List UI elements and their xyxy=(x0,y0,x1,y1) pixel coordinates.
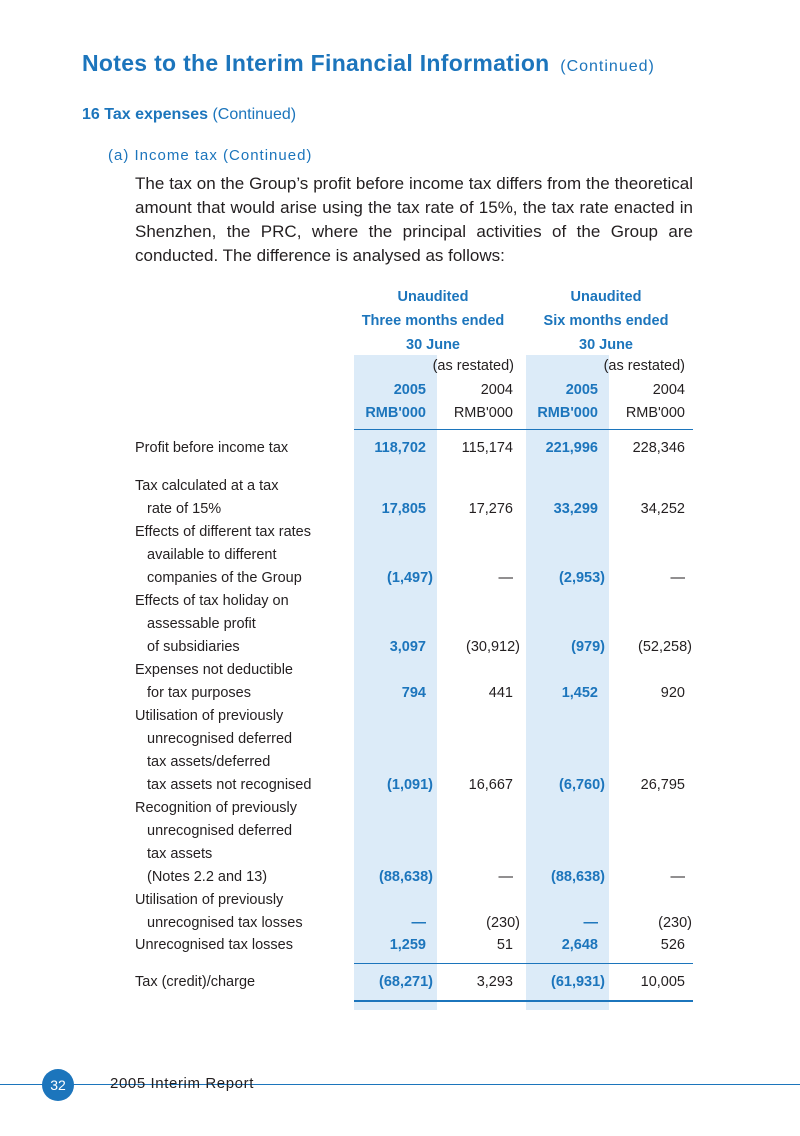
row-value: — xyxy=(498,570,513,586)
col-unit-six-2004: RMB'000 xyxy=(625,405,685,421)
row-value: (230) xyxy=(486,915,520,931)
row-value: — xyxy=(498,869,513,885)
row-value: — xyxy=(670,869,685,885)
row-label: Utilisation of previously xyxy=(135,708,284,724)
header-rule xyxy=(354,429,693,430)
group-header-three-line1: Unaudited xyxy=(397,289,469,305)
row-label: assessable profit xyxy=(147,616,256,632)
section-heading-text: 16 Tax expenses xyxy=(82,106,209,123)
total-rule-top xyxy=(354,963,693,964)
col-unit-three-2005: RMB'000 xyxy=(365,405,426,421)
row-value: 26,795 xyxy=(640,777,685,793)
row-value: (68,271) xyxy=(378,974,433,990)
col-year-three-2005: 2005 xyxy=(393,382,426,398)
row-value: 3,097 xyxy=(389,639,426,655)
row-value: 16,667 xyxy=(468,777,513,793)
page-title xyxy=(82,50,655,77)
group-header-three-line3: 30 June xyxy=(406,337,460,353)
row-label: unrecognised deferred xyxy=(147,731,293,747)
group-header-six-line3: 30 June xyxy=(579,337,633,353)
row-value: 17,276 xyxy=(468,501,513,517)
group-header-six-line2: Six months ended xyxy=(543,313,669,329)
page-title-text: Notes to the Interim Financial Information xyxy=(82,50,550,76)
row-label: Effects of different tax rates xyxy=(135,524,311,540)
restated-note-six: (as restated) xyxy=(603,358,685,374)
row-label: Utilisation of previously xyxy=(135,892,284,908)
row-label: rate of 15% xyxy=(147,501,222,517)
row-label: of subsidiaries xyxy=(147,639,240,655)
row-value: 115,174 xyxy=(461,440,513,456)
row-value: 221,996 xyxy=(545,440,598,456)
row-value: (52,258) xyxy=(637,639,692,655)
row-label: Tax (credit)/charge xyxy=(135,974,256,990)
row-value: 10,005 xyxy=(640,974,685,990)
row-label: tax assets/deferred xyxy=(147,754,271,770)
row-label: Recognition of previously xyxy=(135,800,298,816)
row-value: (88,638) xyxy=(378,869,433,885)
section-heading xyxy=(82,106,296,124)
row-value: 1,259 xyxy=(389,937,426,953)
subsection-heading: (a) Income tax (Continued) xyxy=(108,147,313,164)
row-label: for tax purposes xyxy=(147,685,251,701)
row-label: Unrecognised tax losses xyxy=(135,937,293,953)
row-value: 33,299 xyxy=(553,501,598,517)
row-label: Expenses not deductible xyxy=(135,662,293,678)
row-label: Profit before income tax xyxy=(135,440,289,456)
row-value: 794 xyxy=(401,685,426,701)
row-value: 526 xyxy=(660,937,685,953)
row-value: 118,702 xyxy=(374,440,426,456)
intro-paragraph: The tax on the Group’s profit before income tax differs from the theoretical amount that would arise using the tax rate of 15%, the tax rate enacted in Shenzhen, the PRC, where the principal activities of the Group are conducted. The difference is analysed as follows: xyxy=(135,174,693,265)
row-value: (230) xyxy=(658,915,692,931)
row-value: 1,452 xyxy=(561,685,598,701)
row-value: 228,346 xyxy=(632,440,685,456)
row-value: (2,953) xyxy=(559,570,605,586)
group-header-six-months xyxy=(526,285,686,357)
page-number: 32 xyxy=(42,1069,74,1101)
row-value: 51 xyxy=(496,937,513,953)
row-label: unrecognised deferred xyxy=(147,823,293,839)
row-value: (979) xyxy=(571,639,605,655)
row-value: 17,805 xyxy=(381,501,426,517)
col-year-three-2004: 2004 xyxy=(480,382,513,398)
report-title: 2005 Interim Report xyxy=(110,1075,254,1092)
row-value: — xyxy=(411,915,426,931)
group-header-three-line2: Three months ended xyxy=(361,313,505,329)
row-value: (30,912) xyxy=(465,639,520,655)
row-value: (1,497) xyxy=(387,570,433,586)
row-label: available to different xyxy=(147,547,277,563)
row-value: — xyxy=(583,915,598,931)
row-value: 920 xyxy=(660,685,685,701)
row-value: (6,760) xyxy=(559,777,605,793)
total-rule-bottom xyxy=(354,1000,693,1002)
col-unit-six-2005: RMB'000 xyxy=(537,405,598,421)
row-label: Tax calculated at a tax xyxy=(135,478,279,494)
group-header-three-months xyxy=(353,285,513,357)
section-heading-suffix: (Continued) xyxy=(212,106,297,123)
row-value: 34,252 xyxy=(640,501,685,517)
group-header-six-line1: Unaudited xyxy=(570,289,642,305)
col-unit-three-2004: RMB'000 xyxy=(453,405,513,421)
row-value: (88,638) xyxy=(550,869,605,885)
restated-note-three: (as restated) xyxy=(432,358,514,374)
row-label: Effects of tax holiday on xyxy=(135,593,289,609)
row-value: (61,931) xyxy=(550,974,605,990)
row-value: 441 xyxy=(488,685,513,701)
col-year-six-2005: 2005 xyxy=(565,382,598,398)
row-label: companies of the Group xyxy=(147,570,302,586)
col-year-six-2004: 2004 xyxy=(652,382,685,398)
row-label: tax assets xyxy=(147,846,213,862)
row-label: (Notes 2.2 and 13) xyxy=(147,869,268,885)
row-value: — xyxy=(670,570,685,586)
row-label: unrecognised tax losses xyxy=(147,915,303,931)
row-value: 3,293 xyxy=(476,974,513,990)
page-title-suffix: (Continued) xyxy=(560,58,655,75)
row-label: tax assets not recognised xyxy=(147,777,312,793)
row-value: 2,648 xyxy=(561,937,598,953)
row-value: (1,091) xyxy=(387,777,433,793)
